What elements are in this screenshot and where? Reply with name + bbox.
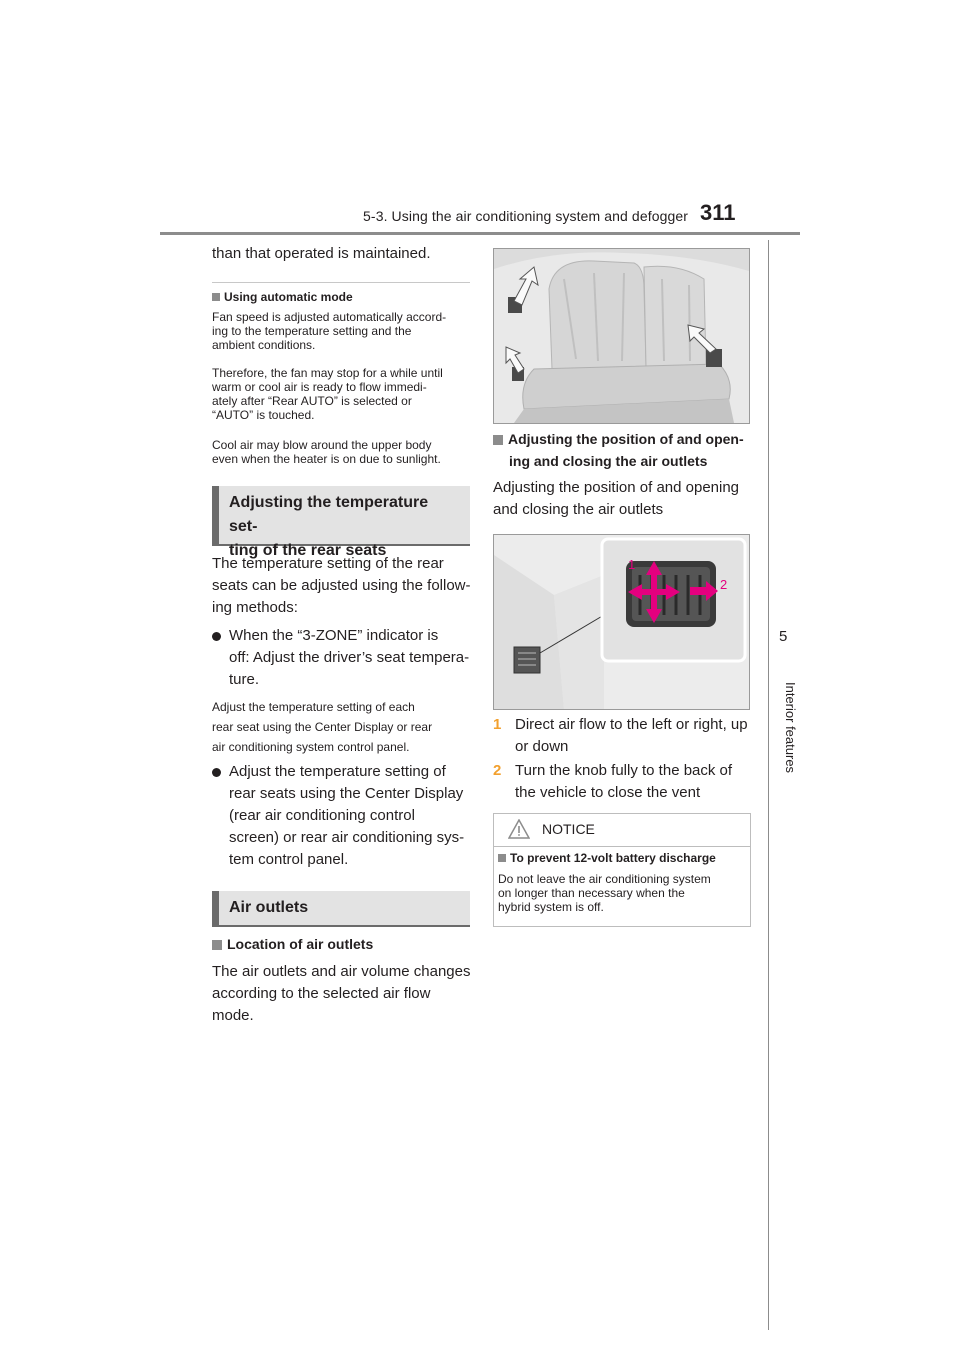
bullet-adjust-rear: Adjust the temperature setting of rear seats using the Center Display (rear air conditioning control screen) or rear air conditioning sys- tem control panel. — [212, 761, 472, 871]
warning-triangle-icon — [508, 819, 530, 839]
square-bullet-icon — [493, 435, 503, 445]
location-title: Location of air outlets — [212, 933, 373, 955]
outlet-closeup-illustration — [494, 535, 749, 709]
bullet1-note: Adjust the temperature setting of each rear seat using the Center Display or rear air conditioning system control panel. — [212, 700, 433, 754]
notice-header — [494, 814, 750, 847]
intro-text: than that operated is maintained. — [212, 245, 431, 262]
bullet-3zone-off: When the “3-ZONE” indicator is off: Adjust the driver’s seat tempera- ture. — [212, 625, 472, 691]
step-number: 2 — [493, 762, 502, 779]
temp-intro: The temperature setting of the rear seats can be adjusted using the follow- ing methods: — [212, 555, 471, 616]
notice-title: To prevent 12-volt battery discharge — [498, 850, 716, 866]
callout-2: 2 — [720, 577, 728, 592]
notice-text: Do not leave the air conditioning system on longer than necessary when the hybrid system is off. — [498, 872, 711, 914]
square-bullet-icon — [212, 940, 222, 950]
rear-seats-illustration — [494, 249, 749, 423]
rear-seats-figure — [493, 248, 750, 424]
divider — [212, 282, 470, 283]
step-1: 1 Direct air flow to the left or right, up or down — [493, 716, 748, 755]
notice-label: NOTICE — [542, 821, 595, 837]
auto-mode-title: Using automatic mode — [212, 290, 353, 304]
step-2: 2 Turn the knob fully to the back of the vehicle to close the vent — [493, 762, 733, 801]
square-bullet-icon — [212, 293, 220, 301]
location-text: The air outlets and air volume changes according to the selected air flow mode. — [212, 963, 471, 1024]
adjust-outlets-text: Adjusting the position of and opening and closing the air outlets — [493, 479, 740, 518]
callout-1: 1 — [628, 557, 636, 572]
notice-box — [493, 813, 751, 927]
step-number: 1 — [493, 716, 502, 733]
adjust-outlets-title: Adjusting the position of and open- ing and closing the air outlets — [493, 428, 755, 472]
page-number: 311 — [700, 200, 736, 225]
auto-mode-para3: Cool air may blow around the upper body even when the heater is on due to sunlight. — [212, 438, 441, 466]
outlet-closeup-figure — [493, 534, 750, 710]
auto-mode-para1: Fan speed is adjusted automatically accord- ing to the temperature setting and the ambient conditions. — [212, 310, 447, 352]
section-title: 5-3. Using the air conditioning system and defogger — [363, 208, 688, 224]
chapter-number: 5 — [779, 628, 788, 645]
auto-mode-para2: Therefore, the fan may stop for a while until warm or cool air is ready to flow immedi- ately after “Rear AUTO” is selected or “AUTO” is touched. — [212, 366, 443, 422]
bullet-dot-icon — [212, 768, 221, 777]
square-bullet-icon — [498, 854, 506, 862]
header-rule — [160, 232, 800, 235]
temp-setting-heading: Adjusting the temperature set- ting of the rear seats — [212, 486, 470, 546]
side-tab-rule — [768, 240, 769, 1330]
bullet-dot-icon — [212, 632, 221, 641]
air-outlets-heading: Air outlets — [212, 891, 470, 927]
chapter-label: Interior features — [783, 682, 798, 774]
